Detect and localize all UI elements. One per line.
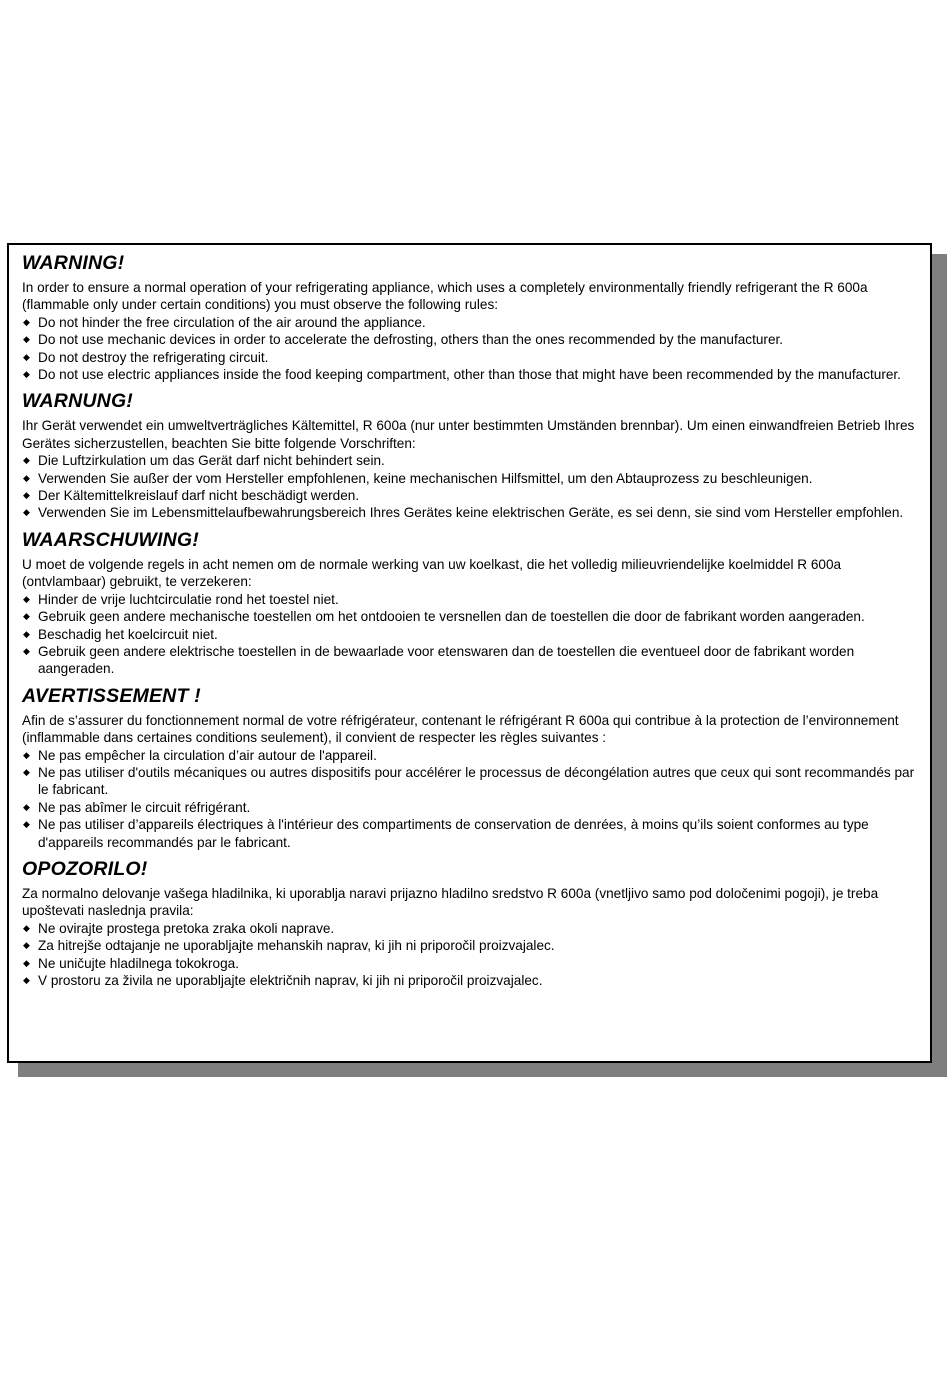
section-title: AVERTISSEMENT ! <box>22 684 201 707</box>
section-intro: In order to ensure a normal operation of your refrigerating appliance, which uses a completely environmentally friendly refrigerant the R 600a (flammable only under certain conditions) you must observe the following rules: <box>22 280 868 313</box>
diamond-bullet-icon: ◆ <box>23 593 30 604</box>
list-item <box>22 972 920 989</box>
section-title: OPOZORILO! <box>22 857 148 880</box>
list-item-text: Do not destroy the refrigerating circuit. <box>38 349 269 365</box>
list-item <box>22 937 920 954</box>
section-title: WARNUNG! <box>22 390 134 413</box>
diamond-bullet-icon: ◆ <box>23 801 30 812</box>
list-item-text: Ne uničujte hladilnega tokokroga. <box>38 955 240 971</box>
warning-box <box>7 243 932 1063</box>
diamond-bullet-icon: ◆ <box>23 645 30 656</box>
diamond-bullet-icon: ◆ <box>23 316 30 327</box>
list-item-text: Verwenden Sie im Lebensmittelaufbewahrungsbereich Ihres Gerätes keine elektrischen Geräte, es sei denn, sie sind vom Hersteller empfohlen. <box>38 505 904 521</box>
list-item <box>22 799 920 816</box>
rules-list <box>22 452 920 522</box>
diamond-bullet-icon: ◆ <box>23 922 30 933</box>
section-french <box>22 684 920 851</box>
list-item <box>22 470 920 487</box>
diamond-bullet-icon: ◆ <box>23 975 30 985</box>
list-item-text: Ne pas empêcher la circulation d’air autour de l'appareil. <box>38 747 377 763</box>
list-item <box>22 366 920 383</box>
list-item-text: Gebruik geen andere mechanische toestellen om het ontdooien te versnellen dan de toestellen die door de fabrikant worden aangeraden. <box>38 609 865 625</box>
list-item-text: Die Luftzirkulation um das Gerät darf nicht behindert sein. <box>38 453 385 469</box>
diamond-bullet-icon: ◆ <box>23 749 30 760</box>
list-item-text: Beschadig het koelcircuit niet. <box>38 626 218 642</box>
list-item <box>22 349 920 366</box>
diamond-bullet-icon: ◆ <box>23 611 30 622</box>
rules-list <box>22 591 920 678</box>
list-item-text: Verwenden Sie außer der vom Hersteller empfohlenen, keine mechanischen Hilfsmittel, um den Abtauprozess zu beschleunigen. <box>38 470 813 486</box>
section-german <box>22 389 920 521</box>
list-item <box>22 626 920 643</box>
list-item-text: Hinder de vrije luchtcirculatie rond het toestel niet. <box>38 591 339 607</box>
section-intro: Za normalno delovanje vašega hladilnika, ki uporablja naravi prijazno hladilno sredstvo R 600a (vnetljivo samo pod določenimi pogoji), je treba upoštevati naslednja pravila: <box>22 885 879 919</box>
list-item <box>22 764 920 799</box>
list-item-text: Ne ovirajte prostega pretoka zraka okoli naprave. <box>38 920 335 936</box>
list-item-text: Ne pas utiliser d’appareils électriques à l'intérieur des compartiments de conservation de denrées, à moins qu’ils soient conformes au type d'appareils recommandés par le fabricant. <box>38 817 869 850</box>
list-item <box>22 920 920 937</box>
diamond-bullet-icon: ◆ <box>23 957 30 968</box>
list-item-text: Ne pas utiliser d'outils mécaniques ou autres dispositifs pour accélérer le processus de décongélation autres que ceux qui sont recommandés par le fabricant. <box>38 764 915 798</box>
list-item-text: V prostoru za živila ne uporabljajte električnih naprav, ki jih ni priporočil proizvajalec. <box>38 973 543 988</box>
diamond-bullet-icon: ◆ <box>23 507 30 518</box>
list-item-text: Do not use electric appliances inside the food keeping compartment, other than those that might have been recommended by the manufacturer. <box>38 367 901 383</box>
list-item-text: Do not use mechanic devices in order to accelerate the defrosting, others than the ones recommended by the manufacturer. <box>38 332 784 348</box>
section-intro: Afin de s’assurer du fonctionnement normal de votre réfrigérateur, contenant le réfrigérant R 600a qui contribue à la protection de l’environnement (inflammable dans certaines conditions seulement), il convient de respecter les règles suivantes : <box>22 712 899 746</box>
rules-list <box>22 314 920 384</box>
diamond-bullet-icon: ◆ <box>23 766 30 777</box>
section-english <box>22 251 920 383</box>
list-item <box>22 643 920 678</box>
list-item-text: Gebruik geen andere elektrische toestellen in de bewaarlade voor etenswaren dan de toestellen die eventueel door de fabrikant worden aangeraden. <box>38 643 855 677</box>
diamond-bullet-icon: ◆ <box>23 940 30 951</box>
list-item <box>22 608 920 625</box>
list-item <box>22 314 920 331</box>
section-intro: Ihr Gerät verwendet ein umweltverträgliches Kältemittel, R 600a (nur unter bestimmten Umständen brennbar). Um einen einwandfreien Betrieb Ihres Gerätes sicherzustellen, beachten Sie bitte folgende Vorschriften: <box>22 418 915 451</box>
diamond-bullet-icon: ◆ <box>23 334 30 345</box>
rules-list <box>22 747 920 851</box>
section-title: WAARSCHUWING! <box>22 528 199 551</box>
list-item-text: Za hitrejše odtajanje ne uporabljajte mehanskih naprav, ki jih ni priporočil proizvajalec. <box>38 938 555 954</box>
section-intro: U moet de volgende regels in acht nemen om de normale werking van uw koelkast, die het volledig milieuvriendelijke koelmiddel R 600a (ontvlambaar) gebruikt, te verzekeren: <box>22 556 842 590</box>
list-item <box>22 452 920 469</box>
section-dutch <box>22 528 920 678</box>
diamond-bullet-icon: ◆ <box>23 351 30 362</box>
section-slovenian <box>22 857 920 989</box>
diamond-bullet-icon: ◆ <box>23 628 30 639</box>
section-title: WARNING! <box>22 252 125 274</box>
list-item <box>22 816 920 851</box>
list-item-text: Ne pas abîmer le circuit réfrigérant. <box>38 799 251 815</box>
list-item <box>22 331 920 348</box>
list-item <box>22 955 920 972</box>
diamond-bullet-icon: ◆ <box>23 455 30 466</box>
diamond-bullet-icon: ◆ <box>23 472 30 483</box>
list-item <box>22 747 920 764</box>
diamond-bullet-icon: ◆ <box>23 369 30 380</box>
list-item <box>22 487 920 504</box>
diamond-bullet-icon: ◆ <box>23 819 30 830</box>
rules-list <box>22 920 920 990</box>
list-item-text: Do not hinder the free circulation of the air around the appliance. <box>38 314 426 330</box>
list-item-text: Der Kältemittelkreislauf darf nicht beschädigt werden. <box>38 488 360 504</box>
list-item <box>22 591 920 608</box>
diamond-bullet-icon: ◆ <box>23 490 30 501</box>
list-item <box>22 504 920 521</box>
